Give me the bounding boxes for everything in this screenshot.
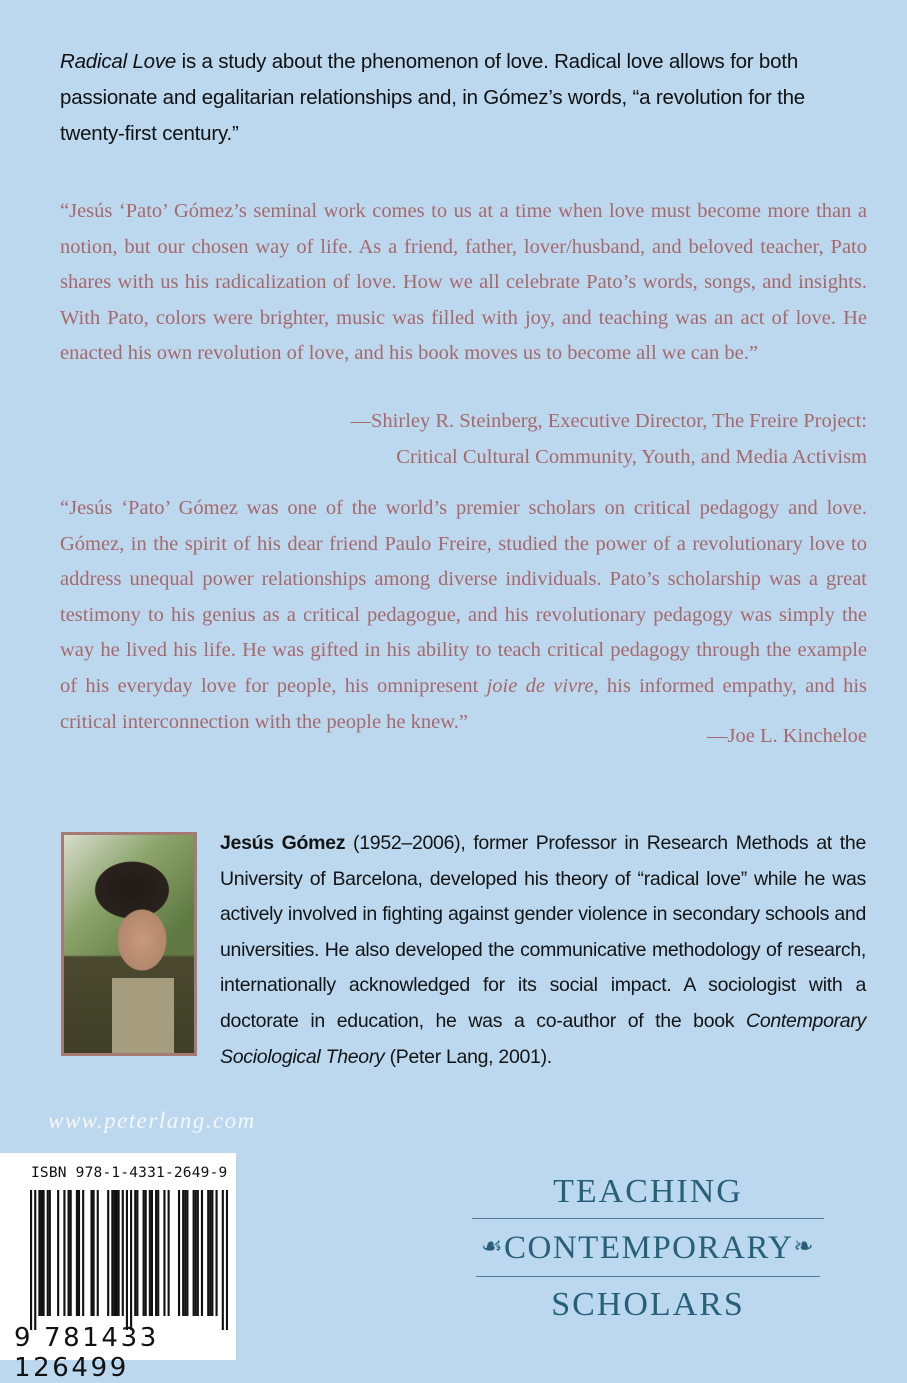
barcode-bar bbox=[90, 1190, 92, 1316]
barcode-bar bbox=[143, 1190, 145, 1316]
isbn-label: ISBN 978-1-4331-2649-9 bbox=[31, 1165, 228, 1181]
barcode-bar bbox=[145, 1190, 147, 1316]
barcode-bar bbox=[186, 1190, 188, 1316]
attribution-line: Critical Cultural Community, Youth, and Media Activism bbox=[396, 445, 867, 468]
publisher-website[interactable]: www.peterlang.com bbox=[48, 1108, 256, 1133]
author-bio bbox=[220, 826, 866, 1075]
barcode-bar bbox=[215, 1190, 217, 1316]
barcode-bar bbox=[57, 1190, 59, 1316]
attribution-line: —Joe L. Kincheloe bbox=[707, 725, 867, 747]
series-line-teaching: TEACHING bbox=[553, 1173, 743, 1210]
barcode-bar bbox=[195, 1190, 197, 1316]
book-description-text: is a study about the phenomenon of love. Radical love allows for both passionate and egalitarian relationships and, in Gómez’s words, “a revolution for the twenty-first century.” bbox=[60, 50, 805, 145]
author-photo-shirt bbox=[112, 978, 174, 1053]
book-description bbox=[60, 44, 875, 152]
author-bio-text: (1952–2006), former Professor in Research Methods at the University of Barcelona, developed his theory of “radical love” while he was actively involved in fighting against gender violence in secondary schools and universities. He also developed the communicative methodology of research, internationally acknowledged for its social impact. A sociologist with a doctorate in education, he was a co-author of the book bbox=[220, 832, 866, 1032]
barcode-bar bbox=[151, 1190, 153, 1316]
series-line-contemporary bbox=[430, 1225, 866, 1270]
barcode-bar bbox=[157, 1190, 159, 1316]
barcode-bar bbox=[76, 1190, 78, 1316]
endorsement-attribution-steinberg bbox=[351, 404, 867, 475]
barcode-bar bbox=[155, 1190, 157, 1316]
author-photo bbox=[61, 832, 197, 1056]
barcode-bar bbox=[78, 1190, 80, 1316]
flourish-left-icon: ☙ bbox=[480, 1234, 504, 1260]
barcode-bar bbox=[134, 1190, 136, 1316]
barcode-bar bbox=[149, 1190, 151, 1316]
barcode-bar bbox=[118, 1190, 120, 1316]
ean-digits: 9 781433 126499 bbox=[14, 1323, 159, 1383]
barcode-bar bbox=[40, 1190, 42, 1316]
attribution-line: —Shirley R. Steinberg, Executive Director, The Freire Project: bbox=[350, 410, 867, 432]
barcode-bar bbox=[111, 1190, 113, 1316]
barcode-bar bbox=[207, 1190, 209, 1316]
barcode-bar bbox=[97, 1190, 99, 1316]
series-divider bbox=[472, 1218, 824, 1219]
barcode-bar bbox=[82, 1190, 84, 1316]
barcode-bar bbox=[130, 1190, 132, 1330]
flourish-right-icon: ❧ bbox=[793, 1234, 815, 1260]
barcode-panel bbox=[0, 1153, 236, 1383]
barcode-bar bbox=[178, 1190, 180, 1316]
barcode-bar bbox=[209, 1190, 211, 1316]
barcode-bar bbox=[47, 1190, 49, 1316]
barcode-bar bbox=[93, 1190, 95, 1316]
endorsement-quote-steinberg: “Jesús ‘Pato’ Gómez’s seminal work comes to us at a time when love must become more than a notion, but our chosen way of life. As a friend, father, lover/husband, and beloved teacher, Pato shares with us his radicalization of love. How we all celebrate Pato’s words, songs, and insights. With Pato, colors were brighter, music was filled with joy, and teaching was an act of love. He enacted his own revolution of love, and his book moves us to become all we can be.” bbox=[60, 200, 867, 365]
barcode-bar bbox=[226, 1190, 228, 1330]
barcode-bar bbox=[68, 1190, 70, 1316]
barcode-bar bbox=[38, 1190, 40, 1316]
quote-italic-phrase: joie de vivre bbox=[486, 674, 594, 697]
quote-text: , his informed empathy, and his critical interconnection with the people he knew.” bbox=[60, 674, 867, 733]
barcode-bar bbox=[34, 1190, 36, 1330]
barcode-bar bbox=[136, 1190, 138, 1316]
barcode-bar bbox=[63, 1190, 65, 1316]
endorsement-quote-kincheloe bbox=[60, 491, 867, 740]
barcode-bar bbox=[197, 1190, 199, 1316]
barcode-bars bbox=[30, 1190, 228, 1330]
barcode-bar bbox=[113, 1190, 115, 1316]
barcode-bar bbox=[43, 1190, 45, 1316]
barcode-bar bbox=[168, 1190, 170, 1316]
barcode-bar bbox=[115, 1190, 117, 1316]
quote-text: “Jesús ‘Pato’ Gómez was one of the world’s premier scholars on critical pedagogy and love. Gómez, in the spirit of his dear friend Paulo Freire, studied the power of a revolutionary love to address unequal power relationships among diverse individuals. Pato’s scholarship was a great testimony to his genius as a critical pedagogue, and his revolutionary pedagogy was simply the way he lived his life. He was gifted in his ability to teach critical pedagogy through the example of his everyday love for people, his omnipresent bbox=[60, 497, 867, 697]
barcode-bar bbox=[211, 1190, 213, 1316]
barcode-bar bbox=[184, 1190, 186, 1316]
author-name: Jesús Gómez bbox=[220, 832, 346, 854]
barcode-bar bbox=[222, 1190, 224, 1330]
barcode-bar bbox=[163, 1190, 165, 1316]
series-logo bbox=[430, 1172, 866, 1327]
barcode-bar bbox=[126, 1190, 128, 1330]
barcode-bar bbox=[193, 1190, 195, 1316]
barcode-bar bbox=[201, 1190, 203, 1316]
series-line-scholars: SCHOLARS bbox=[551, 1286, 745, 1323]
barcode-bar bbox=[107, 1190, 109, 1316]
series-divider bbox=[476, 1276, 820, 1277]
barcode-bar bbox=[30, 1190, 32, 1330]
book-title-italic: Radical Love bbox=[60, 50, 177, 73]
series-line-contemporary-text: CONTEMPORARY bbox=[504, 1230, 794, 1266]
barcode-bar bbox=[122, 1190, 124, 1316]
barcode-bar bbox=[70, 1190, 72, 1316]
endorsement-attribution-kincheloe bbox=[707, 719, 867, 755]
barcode-bar bbox=[182, 1190, 184, 1316]
author-book-title: Contemporary Sociological Theory bbox=[220, 1009, 866, 1068]
author-bio-text: (Peter Lang, 2001). bbox=[384, 1045, 552, 1068]
barcode-bar bbox=[49, 1190, 51, 1316]
